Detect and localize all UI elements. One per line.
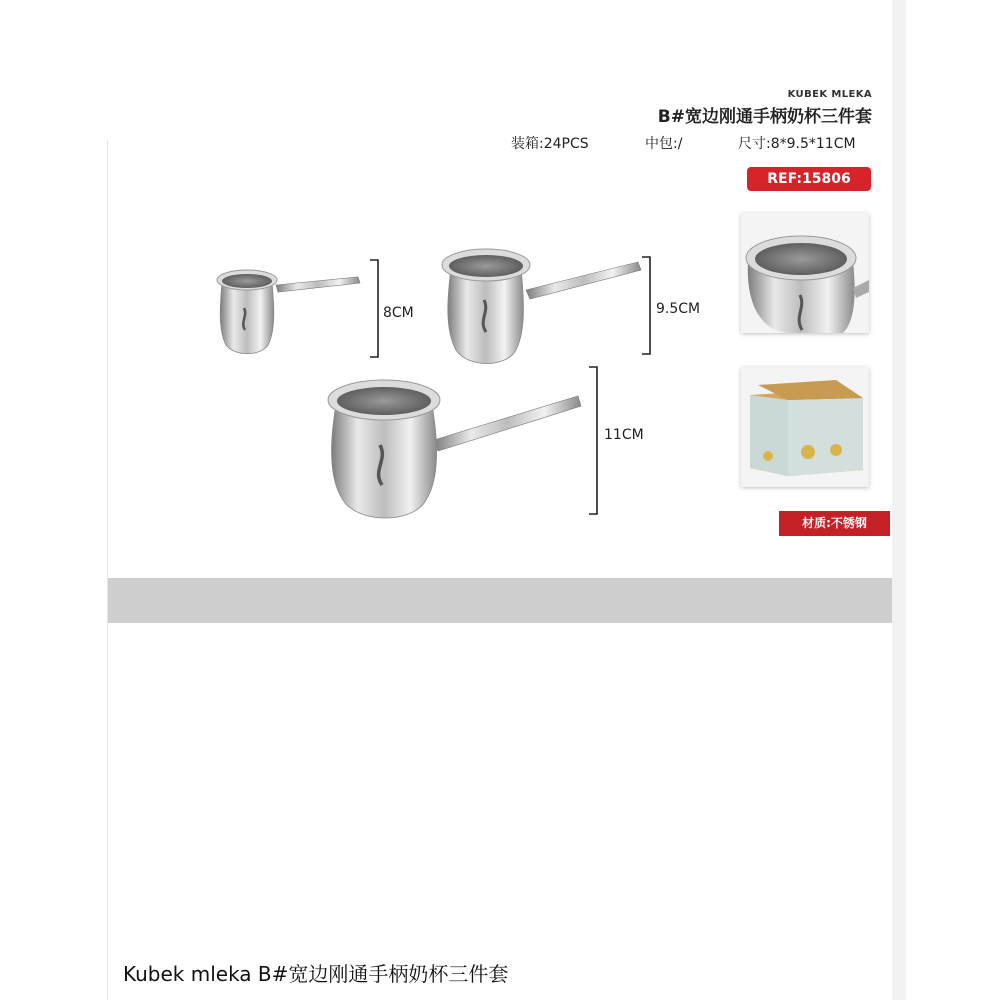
pot-small (217, 270, 360, 354)
product-image[interactable] (108, 0, 892, 578)
material-badge: 材质:不锈钢 (779, 511, 890, 536)
section-divider-band (108, 578, 892, 623)
dimension-label-medium: 9.5CM (656, 301, 701, 317)
pot-large (328, 380, 581, 518)
thumbnail-gift-box[interactable] (741, 367, 869, 487)
spec-size: 尺寸:8*9.5*11CM (738, 136, 856, 152)
spec-middle-pack: 中包:/ (645, 136, 683, 152)
product-name-en: KUBEK MLEKA (787, 89, 872, 100)
dimension-label-large: 11CM (604, 427, 644, 443)
product-name-zh: B#宽边刚通手柄奶杯三件套 (657, 107, 872, 127)
left-gutter (0, 0, 108, 1000)
product-caption[interactable]: Kubek mleka B#宽边刚通手柄奶杯三件套 (123, 962, 509, 986)
right-scroll-gutter[interactable] (892, 0, 906, 1000)
ref-badge: REF:15806 (747, 167, 871, 191)
listing-content (108, 623, 892, 1000)
pot-medium (442, 249, 641, 364)
thumbnail-closeup[interactable] (741, 213, 869, 333)
dimension-label-small: 8CM (383, 305, 414, 321)
spec-packing: 装箱:24PCS (511, 136, 589, 152)
